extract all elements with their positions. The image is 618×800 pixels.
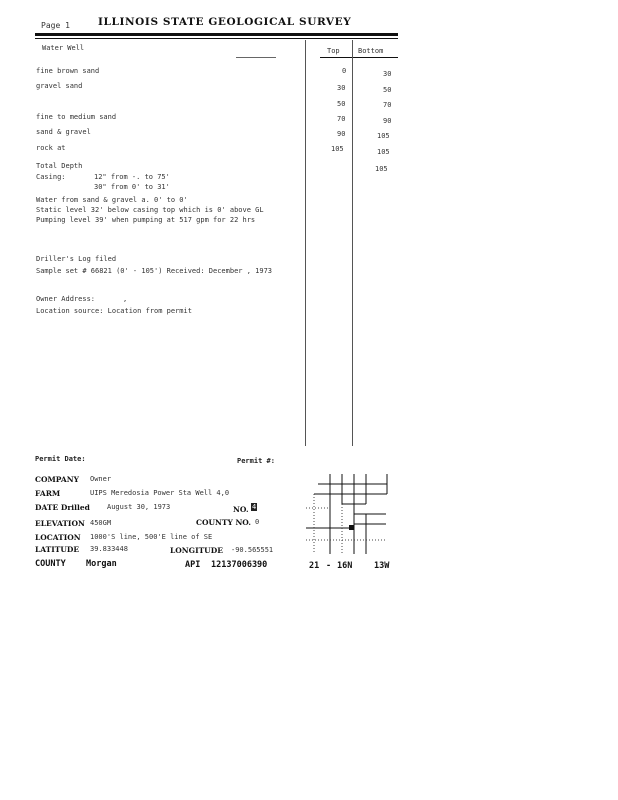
owner-address-value: ,	[123, 295, 128, 303]
elevation-value: 450GM	[90, 519, 112, 527]
well-number-value: 4	[252, 503, 257, 511]
page-number: Page 1	[41, 21, 70, 30]
latitude-value: 39.833448	[90, 545, 128, 553]
farm-label: FARM	[35, 489, 61, 498]
well-number-label: NO.	[233, 505, 249, 514]
row-bottom-1: 30	[383, 70, 392, 78]
row-top-4: 70	[337, 115, 346, 123]
row-bottom-6: 105	[377, 148, 390, 156]
section-location-map	[306, 470, 392, 556]
section-grid-lines	[306, 474, 387, 554]
range-value: 13W	[374, 561, 390, 571]
county-value: Morgan	[86, 559, 117, 569]
county-number-label: COUNTY NO.	[196, 518, 252, 527]
location-source-note: Location source: Location from permit	[36, 307, 192, 315]
column-divider-left	[305, 40, 306, 446]
section-value: 21	[309, 561, 320, 571]
row-top-3: 50	[337, 100, 346, 108]
row-desc-4: fine to medium sand	[36, 113, 117, 121]
well-location-marker	[349, 525, 354, 530]
static-level-note: Static level 32' below casing top which is 0' above GL	[36, 206, 264, 214]
row-bottom-4: 90	[383, 117, 392, 125]
row-top-2: 30	[337, 84, 346, 92]
row-top-5: 90	[337, 130, 346, 138]
row-top-6: 105	[331, 145, 344, 153]
col-bottom-header: Bottom	[358, 47, 384, 55]
header-rule-thin	[35, 38, 398, 39]
header-underline	[236, 57, 276, 58]
section-label: Water Well	[42, 44, 85, 52]
header-rule-thick	[35, 33, 398, 36]
screen-note: Water from sand & gravel a. 0' to 0'	[36, 196, 188, 204]
latitude-label: LATITUDE	[35, 545, 80, 554]
sample-set-note: Sample set # 66821 (0' - 105') Received: December , 1973	[36, 267, 273, 275]
col-header-underline	[320, 57, 398, 58]
longitude-value: -90.565551	[231, 546, 274, 554]
casing-label: Casing:	[36, 173, 66, 181]
row-bottom-2: 50	[383, 86, 392, 94]
pumping-level-note: Pumping level 39' when pumping at 517 gpm for 22 hrs	[36, 216, 256, 224]
row-desc-6: rock at	[36, 144, 66, 152]
company-value: Owner	[90, 475, 112, 483]
total-depth-label: Total Depth	[36, 162, 83, 170]
permit-date-label: Permit Date:	[35, 455, 86, 463]
date-drilled-label: DATE Drilled	[35, 503, 90, 512]
section-separator: -	[326, 561, 332, 571]
api-label: API	[185, 560, 201, 570]
location-label: LOCATION	[35, 533, 81, 542]
casing-line-1: 12" from -. to 75'	[94, 173, 170, 181]
company-label: COMPANY	[35, 475, 79, 484]
longitude-label: LONGITUDE	[170, 546, 223, 555]
row-desc-1: fine brown sand	[36, 67, 100, 75]
township-value: 16N	[337, 561, 353, 571]
date-drilled-value: August 30, 1973	[107, 503, 171, 511]
row-desc-5: sand & gravel	[36, 128, 91, 136]
total-depth-value: 105	[375, 165, 388, 173]
page-title: ILLINOIS STATE GEOLOGICAL SURVEY	[98, 16, 352, 28]
owner-address-label: Owner Address:	[36, 295, 96, 303]
api-value: 12137006390	[211, 560, 268, 570]
drillers-log-note: Driller's Log filed	[36, 255, 117, 263]
location-value: 1000'S line, 500'E line of SE	[90, 533, 213, 541]
farm-value: UIPS Meredosia Power Sta Well 4,0	[90, 489, 230, 497]
casing-line-2: 30" from 0' to 31'	[94, 183, 170, 191]
row-bottom-5: 105	[377, 132, 390, 140]
col-top-header: Top	[327, 47, 340, 55]
row-desc-2: gravel sand	[36, 82, 83, 90]
row-bottom-3: 70	[383, 101, 392, 109]
row-top-1: 0	[342, 67, 347, 75]
elevation-label: ELEVATION	[35, 519, 85, 528]
county-number-value: 0	[255, 518, 260, 526]
county-label: COUNTY	[35, 559, 66, 569]
column-divider-right	[352, 40, 353, 446]
permit-number-label: Permit #:	[237, 457, 275, 465]
